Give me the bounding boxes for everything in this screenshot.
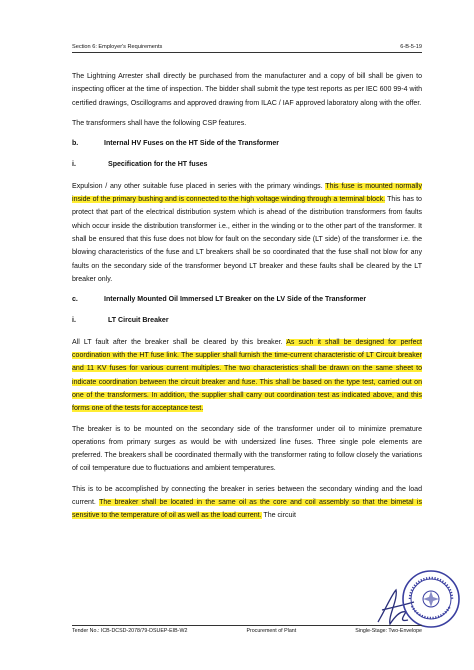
text-run: Expulsion / any other suitable fuse placed in series with the primary windings.: [72, 182, 326, 190]
header-page-number: 6-B-5-19: [400, 44, 422, 50]
section-c-title: Internally Mounted Oil Immersed LT Breaker on the LV Side of the Transformer: [104, 296, 367, 304]
paragraph-ht-fuse: [72, 180, 422, 286]
paragraph-series-connection: [72, 483, 422, 523]
paragraph-csp-features: The transformers shall have the following CSP features.: [72, 119, 247, 127]
footer-tender-number: Tender No.: ICB-DCSD-2078/79-DSUEP-EIB-W2: [72, 628, 188, 634]
footer-bidding-procedure: Single-Stage: Two-Envelope: [355, 628, 422, 634]
text-run: The circuit: [261, 512, 296, 520]
section-c-number: c.: [72, 296, 78, 304]
page-header: [72, 44, 422, 53]
section-b-i-number: i.: [72, 161, 76, 169]
footer-procurement: Procurement of Plant: [246, 628, 297, 634]
section-b-heading: [72, 137, 422, 150]
section-c-i-number: i.: [72, 317, 76, 325]
section-b-i-title: Specification for the HT fuses: [108, 161, 208, 169]
section-c-i-title: LT Circuit Breaker: [108, 317, 169, 325]
paragraph-lt-breaker: [72, 336, 422, 416]
section-b-i-heading: [72, 158, 422, 171]
paragraph-lightning-arrester: The Lightning Arrester shall directly be purchased from the manufacturer and a copy of bill shall be given to inspecting officer at the time of inspection. The bidder shall submit the type test reports as per IEC 600 99-4 with certified drawings, Oscillograms and approved drawing from ILAC / IAF approved laboratory along with the offer.: [72, 73, 422, 107]
highlighted-text: As such it shall be designed for perfect coordination with the HT fuse link. The supplier shall furnish the time-current characteristic of LT Circuit breaker and 11 KV fuses for various current multiples. The two characteristics shall be drawn on the same sheet to indicate coordination between the circuit breaker and fuse. This shall be based on the type test, carried out on one of the transformers. In addition, the supplier shall carry out coordination test as indicated above, and this forms one of the tests for acceptance test.: [72, 338, 423, 413]
section-b-number: b.: [72, 140, 79, 148]
section-b-title: Internal HV Fuses on the HT Side of the Transformer: [104, 140, 280, 148]
header-section: Section 6: Employer's Requirements: [72, 44, 163, 50]
text-run: All LT fault after the breaker shall be cleared by this breaker.: [72, 338, 287, 346]
section-c-heading: [72, 293, 422, 306]
paragraph-breaker-mounting: The breaker is to be mounted on the secondary side of the transformer under oil to minimize premature operations from primary surges as would be with undersized line fuses. Three single pole elements are preferred. The breakers shall be coordinated thermally with the transformer rating to follow closely the variations of coil temperature due to fluctuations and ambient temperatures.: [72, 425, 422, 473]
highlighted-text: This fuse is mounted normally inside of the primary bushing and is connected to the high voltage winding through a terminal block.: [72, 182, 422, 204]
text-run: This is to be accomplished by connecting the breaker in series between the secondary winding and the load current.: [72, 485, 422, 507]
document-body: [72, 70, 422, 530]
section-c-i-heading: [72, 314, 422, 327]
official-stamp: [400, 568, 462, 630]
text-run: This has to protect that part of the electrical distribution system which is ahead of the distribution transformers from faults which occur inside the distribution transformer i.e., either in the winding or to the other part of the transformer. It shall be ensured that this fuse does not blow for fault on the secondary side (LT side) of the transformer i.e. the blowing characteristics of the fuse and LT breakers shall be so coordinated that the fuse shall not blow for any faults on the secondary side of the transformer beyond LT breaker and these faults shall be cleared by the LT breaker only.: [72, 196, 422, 283]
highlighted-text: The breaker shall be located in the same oil as the core and coil assembly so that the bimetal is sensitive to the temperature of oil as well as the load current.: [72, 499, 422, 520]
page-footer: [72, 625, 422, 634]
